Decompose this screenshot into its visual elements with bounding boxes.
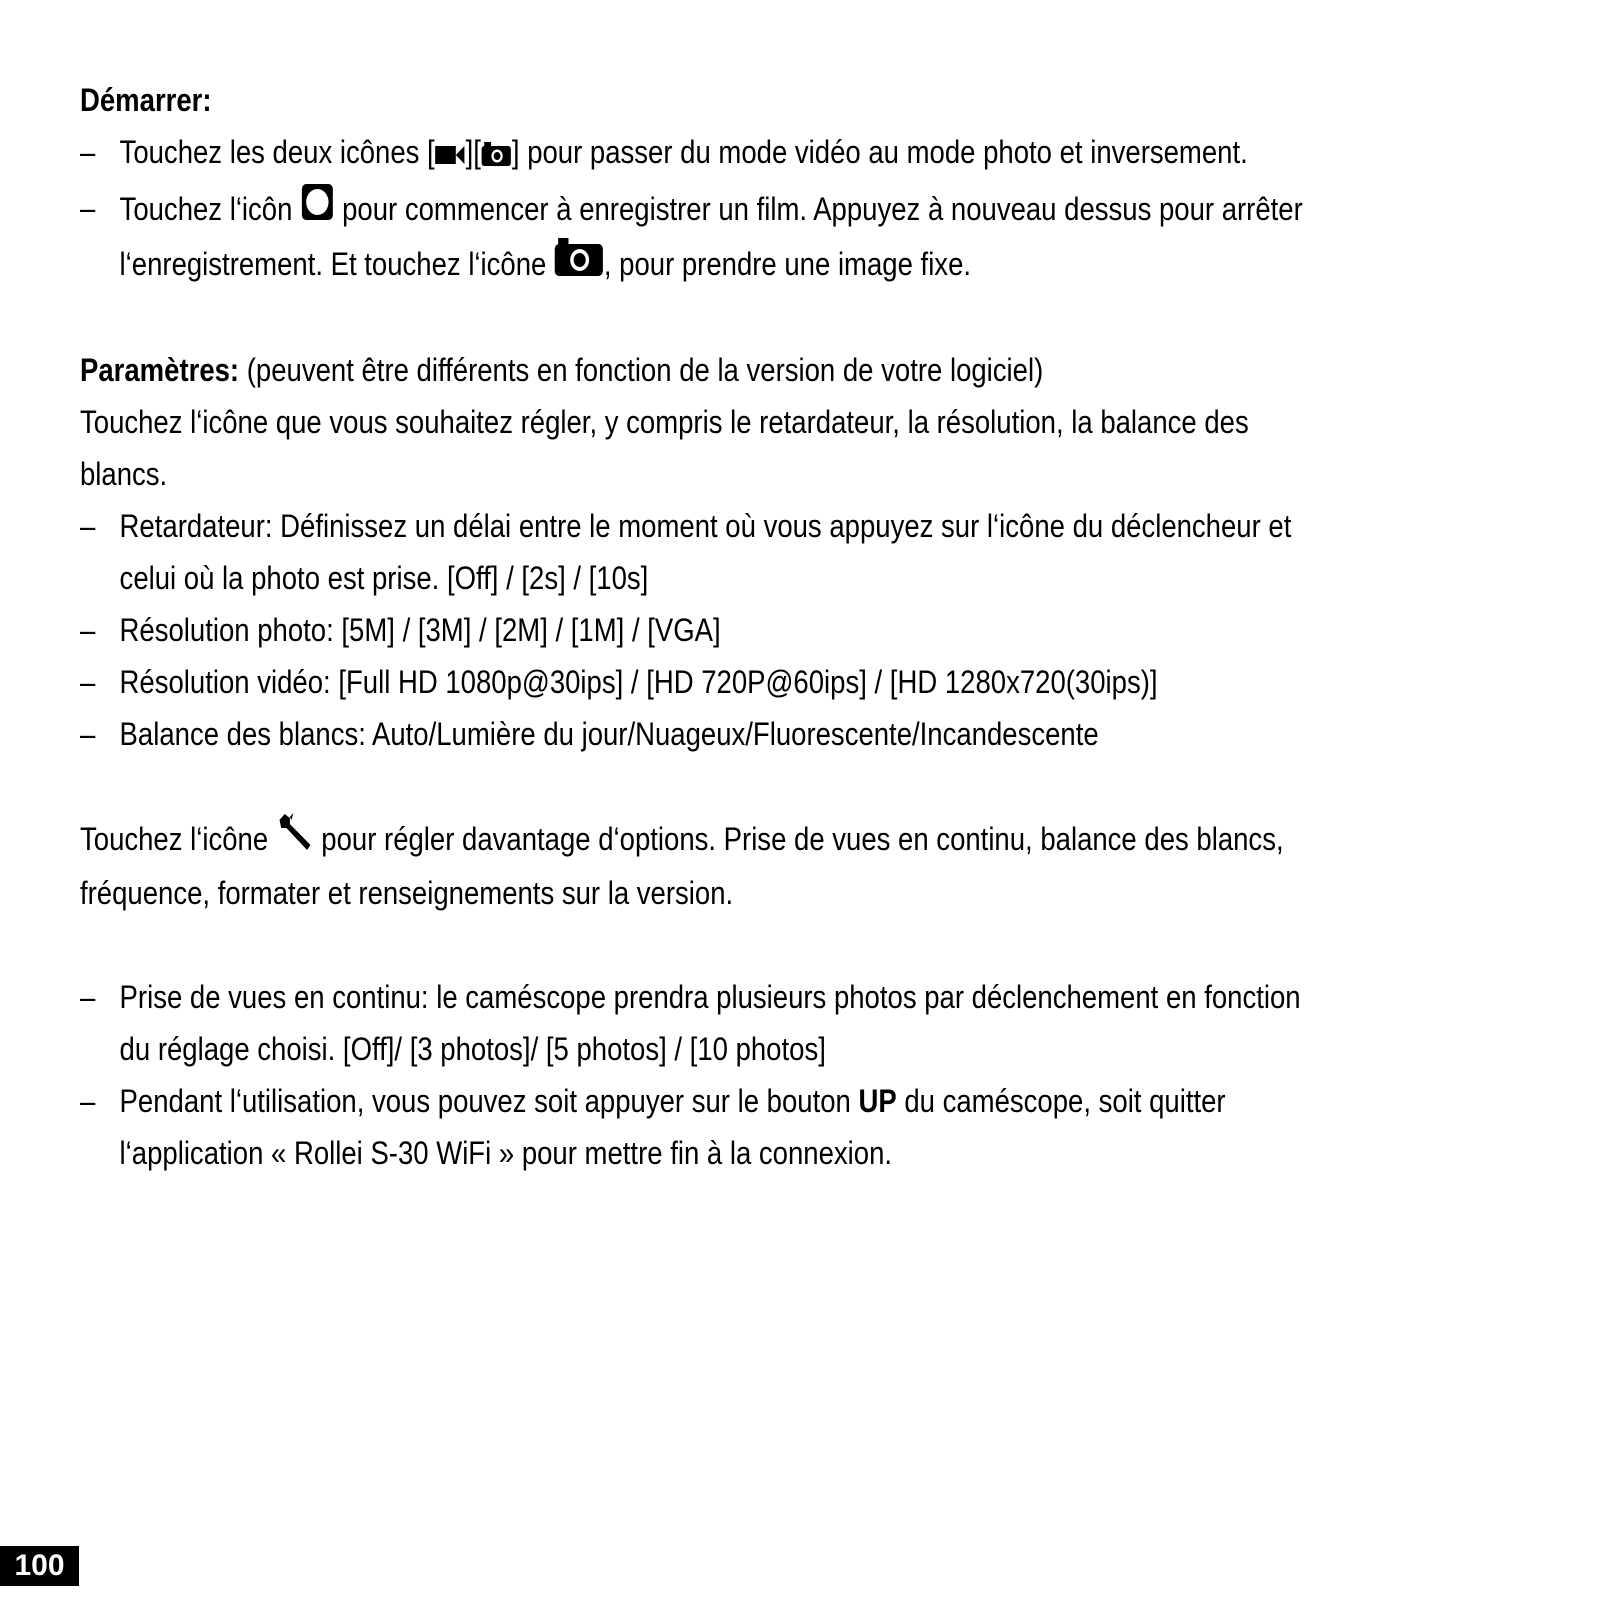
camera-icon [554,237,604,292]
page-number: 100 [0,1546,79,1586]
text: Touchez l‘icôn [119,191,301,227]
text: Touchez l‘icône [80,821,276,857]
text: blancs. [80,456,168,492]
options-intro [80,812,1542,919]
text: celui où la photo est prise. [Off] / [2s] / [10s] [119,560,649,596]
options-item-burst [80,971,1542,1075]
text: ][ [465,134,481,170]
text: du caméscope, soit quitter [896,1083,1226,1119]
params-item-photo-resolution [80,604,1542,656]
list-dash: – [80,664,96,700]
record-square-icon [300,182,334,237]
heading-start: Démarrer: [80,82,212,118]
params-item-white-balance [80,708,1542,760]
video-camera-icon [435,130,466,182]
list-dash: – [80,190,96,226]
text: ] pour passer du mode vidéo au mode photo et inversement. [511,134,1248,170]
text: Touchez l‘icône que vous souhaitez régler, y compris le retardateur, la résolution, la balance des [80,404,1249,440]
params-item-timer [80,500,1542,604]
start-item-record [80,182,1542,292]
params-heading-line [80,344,1542,396]
text: Retardateur: Définissez un délai entre le moment où vous appuyez sur l‘icône du déclencheur et [119,508,1292,544]
text: pour régler davantage d‘options. Prise de vues en continu, balance des blancs, [313,821,1284,857]
heading-params: Paramètres: [80,352,240,388]
list-dash: – [80,508,96,544]
params-intro [80,396,1542,500]
text: Pendant l‘utilisation, vous pouvez soit appuyer sur le bouton [119,1083,859,1119]
text: , pour prendre une image fixe. [603,246,972,282]
text: l‘application « Rollei S-30 WiFi » pour mettre fin à la connexion. [119,1135,893,1171]
list-dash: – [80,612,96,648]
manual-page [80,74,1542,1179]
options-item-disconnect [80,1075,1542,1179]
list-dash: – [80,979,96,1015]
up-button-label: UP [858,1083,897,1119]
heading-note: (peuvent être différents en fonction de la version de votre logiciel) [239,352,1044,388]
list-dash: – [80,134,96,170]
list-dash: – [80,716,96,752]
list-dash: – [80,1083,96,1119]
params-item-video-resolution [80,656,1542,708]
text: Touchez les deux icônes [ [119,134,435,170]
text: Prise de vues en continu: le caméscope prendra plusieurs photos par déclenchement en fonction [119,979,1301,1015]
text: Résolution photo: [5M] / [3M] / [2M] / [1M] / [VGA] [119,612,721,648]
text: du réglage choisi. [Off]/ [3 photos]/ [5 photos] / [10 photos] [119,1031,826,1067]
text: pour commencer à enregistrer un film. Appuyez à nouveau dessus pour arrêter [334,191,1303,227]
text: Résolution vidéo: [Full HD 1080p@30ips] / [HD 720P@60ips] / [HD 1280x720(30ips)] [119,664,1158,700]
text: fréquence, formater et renseignements sur la version. [80,875,734,911]
wrench-icon [276,812,314,867]
text: Balance des blancs: Auto/Lumière du jour/Nuageux/Fluorescente/Incandescente [119,716,1099,752]
photo-camera-icon [481,130,512,182]
text: l‘enregistrement. Et touchez l‘icône [119,246,554,282]
start-item-mode-switch [80,126,1542,182]
